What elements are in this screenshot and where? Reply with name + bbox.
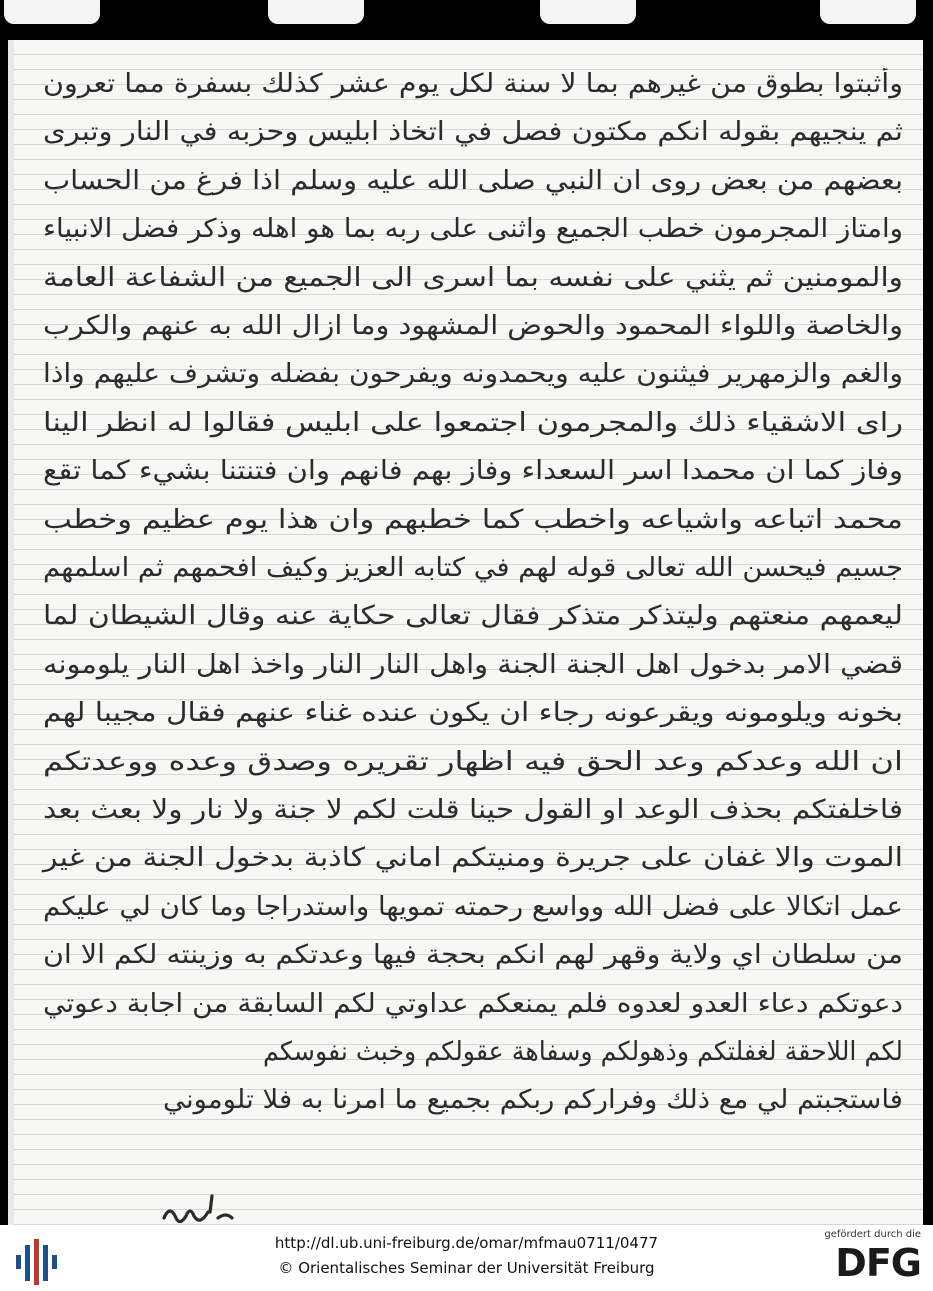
dfg-logo: DFG [835,1241,921,1285]
funder-caption: gefördert durch die [824,1229,921,1240]
manuscript-line [8,407,923,441]
manuscript-line [8,552,923,586]
film-sprocket-hole [820,0,916,24]
manuscript-line-text: ﻣﺤﻤﺪ ﺍﺗﺒﺎﻋﻪ ﻭﺍﺷﻴﺎﻋﻪ ﻭﺍﺧﻄﺐ ﻛﻤﺎ ﺧﻄﺒﻬﻢ ﻭﺍﻥ ﻫﺬﺍ ﻳﻮﻡ ﻋﻈﻴﻢ ﻭﺧﻄﺐ [43,504,903,535]
manuscript-line-text: ﻓﺎﺧﻠﻔﺘﻜﻢ ﺑﺤﺬﻑ ﺍﻟﻮﻋﺪ ﺍﻭ ﺍﻟﻘﻮﻝ ﺣﻴﻨﺎ ﻗﻠﺖ ﻟﻜﻢ ﻻ ﺟﻨﺔ ﻭﻻ ﻧﺎﺭ ﻭﻻ ﺑﻌﺚ ﺑﻌﺪ [43,795,903,825]
manuscript-line [8,68,923,102]
manuscript-line [8,116,923,150]
footer-bar [0,1225,933,1291]
manuscript-line [8,697,923,731]
manuscript-line-text: ﻭﺃﺛﺒﺘﻮﺍ ﺑﻄﻮﻕ ﻣﻦ ﻏﻴﺮﻫﻢ ﺑﻤﺎ ﻻ ﺳﻨﺔ ﻟﻜﻞ ﻳﻮﻡ ﻋﺸﺮ ﻛﺬﻟﻚ ﺑﺴﻔﺮﺓ ﻣﻤﺎ ﺗﻌﺮﻭﻥ [43,69,827,99]
manuscript-line [8,1084,923,1118]
manuscript-line [8,794,923,828]
manuscript-text-block [8,40,923,1225]
film-sprocket-hole [268,0,364,24]
manuscript-line [8,165,923,199]
manuscript-line-text: ﺛﻢ ﻳﻨﺠﻴﻬﻢ ﺑﻘﻮﻟﻪ ﺍﻧﻜﻢ ﻣﻜﺘﻮﻥ ﻓﺼﻞ ﻓﻲ ﺍﺗﺨﺎﺫ ﺍﺑﻠﻴﺲ ﻭﺣﺰﺑﻪ ﻓﻲ ﺍﻟﻨﺎﺭ ﻭﺗﺒﺮﻯ [43,117,904,148]
manuscript-line-text: ﺍﻥ ﺍﻟﻠﻪ ﻭﻋﺪﻛﻢ ﻭﻋﺪ ﺍﻟﺤﻖ ﻓﻴﻪ ﺍﻇﻬﺎﺭ ﺗﻘﺮﻳﺮﻩ ﻭﺻﺪﻕ ﻭﻋﺪﻩ ﻭﻭﻋﺪﺗﻜﻢ [43,746,903,777]
manuscript-line [8,1036,923,1070]
manuscript-line [8,746,923,780]
manuscript-line-text: ﻓﺎﺳﺘﺠﺒﺘﻢ ﻟﻲ ﻣﻊ ﺫﻟﻚ ﻭﻓﺮﺍﺭﻛﻢ ﺭﺑﻜﻢ ﺑﺠﻤﻴﻊ ﻣﺎ ﺍﻣﺮﻧﺎ ﺑﻪ ﻓﻼ ﺗﻠﻮﻣﻮﻧﻲ [163,1085,903,1116]
manuscript-line [8,649,923,683]
manuscript-line-text: ﻭﺍﻟﺨﺎﺻﺔ ﻭﺍﻟﻠﻮﺍﺀ ﺍﻟﻤﺤﻤﻮﺩ ﻭﺍﻟﺤﻮﺽ ﺍﻟﻤﺸﻬﻮﺩ ﻭﻣﺎ ﺍﺯﺍﻝ ﺍﻟﻠﻪ ﺑﻪ ﻋﻨﻬﻢ ﻭﺍﻟﻜﺮﺏ [43,311,903,341]
manuscript-line-text: ﻣﻦ ﺳﻠﻄﺎﻥ ﺍﻱ ﻭﻻﻳﺔ ﻭﻗﻬﺮ ﻟﻬﻢ ﺍﻧﻜﻢ ﺑﺤﺠﺔ ﻓﻴﻬﺎ ﻭﻋﺪﺗﻜﻢ ﺑﻪ ﻭﺯﻳﻨﺘﻪ ﻟﻜﻢ ﺍﻻ ﺍﻥ [43,940,904,971]
film-sprocket-hole [540,0,636,24]
manuscript-line [8,504,923,538]
manuscript-line-text: ﻋﻤﻞ ﺍﺗﻜﺎﻻ ﻋﻠﻰ ﻓﻀﻞ ﺍﻟﻠﻪ ﻭﻭﺍﺳﻊ ﺭﺣﻤﺘﻪ ﺗﻤﻮﻳﻬﺎ ﻭﺍﺳﺘﺪﺭﺍﺟﺎ ﻭﻣﺎ ﻛﺎﻥ ﻟﻲ ﻋﻠﻴﻜﻢ [43,891,903,922]
manuscript-line-text: ﺟﺴﻴﻢ ﻓﻴﺤﺴﻦ ﺍﻟﻠﻪ ﺗﻌﺎﻟﻰ ﻗﻮﻟﻪ ﻟﻬﻢ ﻓﻲ ﻛﺘﺎﺑﻪ ﺍﻟﻌﺰﻳﺰ ﻭﻛﻴﻒ ﺍﻓﺤﻤﻬﻢ ﺛﻢ ﺍﺳﻠﻤﻬﻢ [43,553,903,583]
manuscript-line-text: ﻭﺍﻟﻤﻮﻣﻨﻴﻦ ﺛﻢ ﻳﺜﻨﻲ ﻋﻠﻰ ﻧﻔﺴﻪ ﺑﻤﺎ ﺍﺳﺮﻯ ﺍﻟﻰ ﺍﻟﺠﻤﻴﻊ ﻣﻦ ﺍﻟﺸﻔﺎﻋﺔ ﺍﻟﻌﺎﻣﺔ [43,262,903,293]
copyright-notice: © Orientalisches Seminar der Universität Freiburg [278,1259,655,1277]
manuscript-line-text: ﺑﻌﻀﻬﻢ ﻣﻦ ﺑﻌﺾ ﺭﻭﻯ ﺍﻥ ﺍﻟﻨﺒﻲ ﺻﻠﻰ ﺍﻟﻠﻪ ﻋﻠﻴﻪ ﻭﺳﻠﻢ ﺍﺫﺍ ﻓﺮﻍ ﻣﻦ ﺍﻟﺤﺴﺎﺏ [43,165,903,196]
source-url[interactable]: http://dl.ub.uni-freiburg.de/omar/mfmau0711/0477 [274,1234,659,1252]
manuscript-line [8,842,923,876]
manuscript-line-text: ﺭﺍﻯ ﺍﻻﺷﻘﻴﺎﺀ ﺫﻟﻚ ﻭﺍﻟﻤﺠﺮﻣﻮﻥ ﺍﺟﺘﻤﻌﻮﺍ ﻋﻠﻰ ﺍﺑﻠﻴﺲ ﻓﻘﺎﻟﻮﺍ ﻟﻪ ﺍﻧﻈﺮ ﺍﻟﻴﻨﺎ [43,407,903,438]
manuscript-line [8,213,923,247]
manuscript-line [8,988,923,1022]
manuscript-line [8,600,923,634]
manuscript-line-text: ﻭﻓﺎﺯ ﻛﻤﺎ ﺍﻥ ﻣﺤﻤﺪﺍ ﺍﺳﺮ ﺍﻟﺴﻌﺪﺍﺀ ﻭﻓﺎﺯ ﺑﻬﻢ ﻓﺎﻧﻬﻢ ﻭﺍﻥ ﻓﺘﻨﺘﻨﺎ ﺑﺸﻲﺀ ﻛﻤﺎ ﺗﻘﻊ [43,456,903,487]
manuscript-line-text: ﻟﻜﻢ ﺍﻟﻼﺣﻘﺔ ﻟﻐﻔﻠﺘﻜﻢ ﻭﺫﻫﻮﻟﻜﻢ ﻭﺳﻔﺎﻫﺔ ﻋﻘﻮﻟﻜﻢ ﻭﺧﺒﺚ ﻧﻔﻮﺳﻜﻢ [263,1037,903,1067]
manuscript-signature [158,1190,238,1230]
manuscript-line [8,358,923,392]
manuscript-line-text: ﺍﻟﻤﻮﺕ ﻭﺍﻻ ﻏﻔﺎﻥ ﻋﻠﻰ ﺟﺮﻳﺮﺓ ﻭﻣﻨﻴﺘﻜﻢ ﺍﻣﺎﻧﻲ ﻛﺎﺫﺑﺔ ﺑﺪﺧﻮﻝ ﺍﻟﺠﻨﺔ ﻣﻦ ﻏﻴﺮ [40,843,903,874]
manuscript-line [8,939,923,973]
manuscript-line-text: ﻭﺍﻣﺘﺎﺯ ﺍﻟﻤﺠﺮﻣﻮﻥ ﺧﻄﺐ ﺍﻟﺠﻤﻴﻊ ﻭﺍﺛﻨﻰ ﻋﻠﻰ ﺭﺑﻪ ﺑﻤﺎ ﻫﻮ ﺍﻫﻠﻪ ﻭﺫﻛﺮ ﻓﻀﻞ ﺍﻻﻧﺒﻴﺎﺀ [43,214,903,245]
manuscript-page [8,40,923,1225]
manuscript-line-text: ﻭﺍﻟﻐﻢ ﻭﺍﻟﺰﻣﻬﺮﻳﺮ ﻓﻴﺜﻨﻮﻥ ﻋﻠﻴﻪ ﻭﻳﺤﻤﺪﻭﻧﻪ ﻭﻳﻔﺮﺣﻮﻥ ﺑﻔﻀﻠﻪ ﻭﺗﺸﺮﻑ ﻋﻠﻴﻬﻢ ﻭﺍﺫﺍ [43,359,903,390]
manuscript-line-text: ﻗﻀﻲ ﺍﻻﻣﺮ ﺑﺪﺧﻮﻝ ﺍﻫﻞ ﺍﻟﺠﻨﺔ ﺍﻟﺠﻨﺔ ﻭﺍﻫﻞ ﺍﻟﻨﺎﺭ ﺍﻟﻨﺎﺭ ﻭﺍﺧﺬ ﺍﻫﻞ ﺍﻟﻨﺎﺭ ﻳﻠﻮﻣﻮﻧﻪ [43,649,903,680]
manuscript-line-text: ﺑﺨﻮﻧﻪ ﻭﻳﻠﻮﻣﻮﻧﻪ ﻭﻳﻘﺮﻋﻮﻧﻪ ﺭﺟﺎﺀ ﺍﻥ ﻳﻜﻮﻥ ﻋﻨﺪﻩ ﻏﻨﺎﺀ ﻋﻨﻬﻢ ﻓﻘﺎﻝ ﻣﺠﻴﺒﺎ ﻟﻬﻢ [43,698,903,729]
manuscript-line [8,310,923,344]
manuscript-line-text: ﻟﻴﻌﻤﻬﻢ ﻣﻨﻌﺘﻬﻢ ﻭﻟﻴﺘﺬﻛﺮ ﻣﺘﺬﻛﺮ ﻓﻘﺎﻝ ﺗﻌﺎﻟﻰ ﺣﻜﺎﻳﺔ ﻋﻨﻪ ﻭﻗﺎﻝ ﺍﻟﺸﻴﻄﺎﻥ ﻟﻤﺎ [43,601,903,632]
manuscript-line [8,455,923,489]
film-sprocket-hole [4,0,100,24]
manuscript-line [8,262,923,296]
manuscript-line-text: ﺩﻋﻮﺗﻜﻢ ﺩﻋﺎﺀ ﺍﻟﻌﺪﻭ ﻟﻌﺪﻭﻩ ﻓﻠﻢ ﻳﻤﻨﻌﻜﻢ ﻋﺪﺍﻭﺗﻲ ﻟﻜﻢ ﺍﻟﺴﺎﺑﻘﺔ ﻣﻦ ﺍﺟﺎﺑﺔ ﺩﻋﻮﺗﻲ [43,988,904,1019]
manuscript-line [8,891,923,925]
